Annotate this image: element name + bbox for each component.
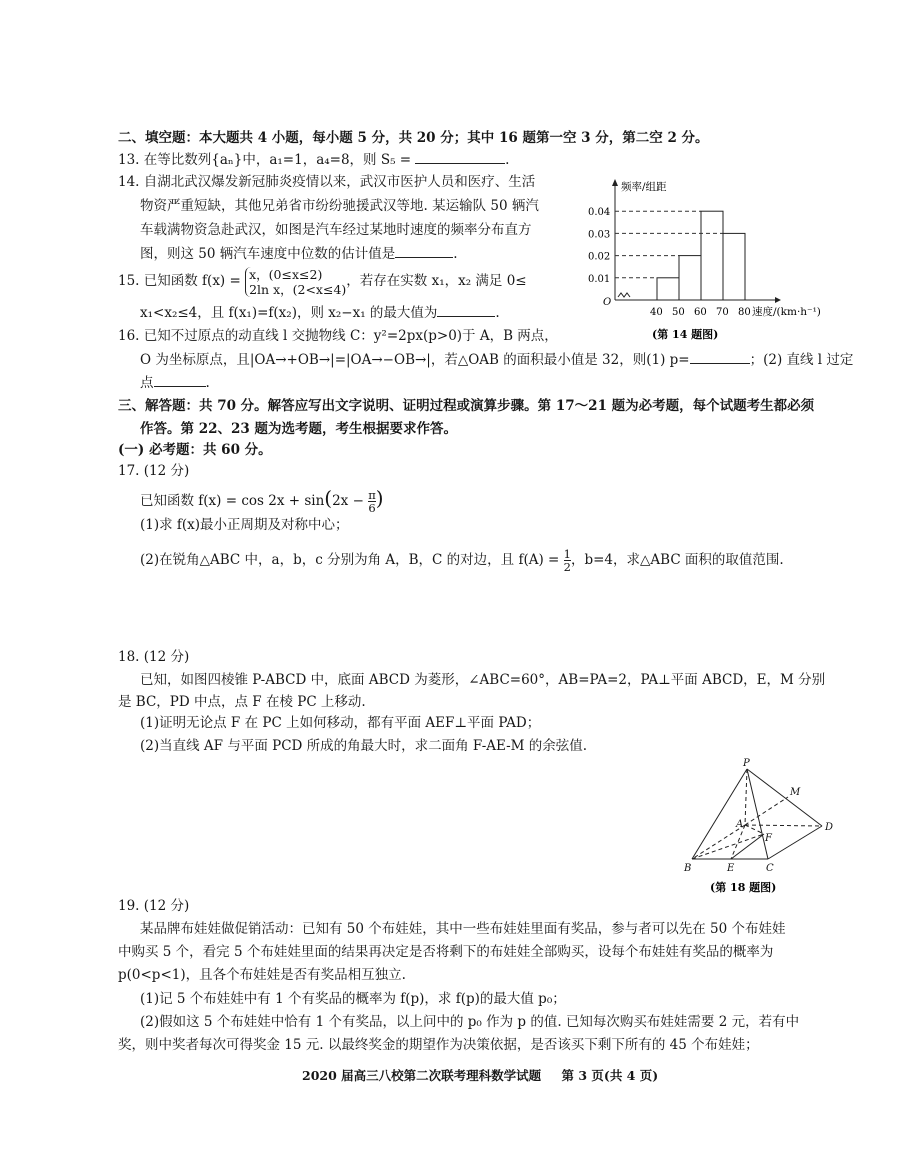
q14-line1: 14. 自湖北武汉爆发新冠肺炎疫情以来，武汉市医护人员和医疗、生活 [118, 174, 536, 190]
x-tick-label: 60 [694, 307, 707, 318]
histogram-bar [701, 211, 723, 300]
q17-part2 [140, 546, 784, 574]
q17-fraction [368, 489, 376, 514]
q15-case2: 2ln x，(2<x≤4) [249, 281, 347, 297]
q16-text-2: ；(2) 直线 l 过定 [749, 352, 854, 368]
q17-stem [140, 484, 384, 515]
q17-part2-fraction [564, 548, 571, 573]
vertex-label-m: M [790, 787, 801, 798]
vertex-label-c: C [766, 863, 774, 874]
histogram-bar [679, 256, 701, 300]
q17-paren-open: ( [324, 486, 333, 510]
origin-label: O [603, 297, 612, 308]
q17-p2-num: 1 [563, 547, 571, 561]
chart-caption: (第 14 题图) [652, 328, 719, 341]
q15-text: x₁<x₂≤4，且 f(x₁)=f(x₂)，则 x₂−x₁ 的最大值为 [140, 305, 438, 321]
q15-case1: x，(0≤x≤2) [249, 266, 323, 282]
q18-part2: (2)当直线 AF 与平面 PCD 所成的角最大时，求二面角 F-AE-M 的余弦值. [140, 738, 588, 754]
q18-part1: (1)证明无论点 F 在 PC 上如何移动，都有平面 AEF⊥平面 PAD； [140, 715, 541, 731]
q17-frac-den: 6 [368, 501, 376, 515]
q17-part2-text-2: ，b=4，求△ABC 面积的取值范围. [570, 552, 784, 568]
q19-line3: p(0<p<1)，且各个布娃娃是否有奖品相互独立. [118, 967, 406, 983]
q17-part1: (1)求 f(x)最小正周期及对称中心； [140, 517, 349, 533]
q16-answer-blank-2[interactable] [154, 372, 206, 387]
x-tick-label: 40 [650, 307, 663, 318]
x-tick-label: 70 [716, 307, 729, 318]
x-tick-label: 50 [672, 307, 685, 318]
q18-figure-caption: (第 18 题图) [710, 881, 777, 894]
q16-text: O 为坐标原点，且|OA→+OB→|=|OA→−OB→|，若△OAB 的面积最小值是 32，则(1) p= [140, 352, 690, 368]
y-tick-label: 0.01 [588, 273, 611, 285]
q13-text: 13. 在等比数列{aₙ}中，a₁=1，a₄=8，则 S₅ = [118, 152, 412, 168]
q17-paren-close: ) [375, 486, 384, 510]
question-13: 13. 在等比数列{aₙ}中，a₁=1，a₄=8，则 S₅ = . [118, 149, 509, 170]
q18-title: 18. (12 分) [118, 649, 190, 665]
q17-part2-text: (2)在锐角△ABC 中，a，b，c 分别为角 A，B，C 的对边，且 f(A) = [140, 552, 560, 568]
q14-line2: 物资严重短缺，其他兄弟省市纷纷驰援武汉等地. 某运输队 50 辆汽 [140, 198, 539, 214]
q19-title: 19. (12 分) [118, 898, 190, 914]
q18-line2: 是 BC，PD 中点，点 F 在棱 PC 上移动. [118, 694, 366, 710]
q14-line4: 图，则这 50 辆汽车速度中位数的估计值是 . [140, 243, 458, 264]
y-tick-label: 0.04 [588, 207, 611, 219]
q16-text-3: 点 [140, 375, 154, 391]
axis-break-icon [618, 293, 630, 297]
vertex-label-e: E [727, 863, 735, 874]
q16-line1: 16. 已知不过原点的动直线 l 交抛物线 C：y²=2px(p>0)于 A，B 两点， [118, 328, 558, 344]
x-axis-arrow-icon [775, 297, 781, 303]
q19-line2: 中购买 5 个，看完 5 个布娃娃里面的结果再决定是否将剩下的布娃娃全部购买，设每个布娃娃有奖品的概率为 [118, 944, 774, 960]
q19-line1: 某品牌布娃娃做促销活动：已知有 50 个布娃娃，其中一些布娃娃里面有奖品，参与者可以先在 50 个布娃娃 [140, 921, 786, 937]
y-axis-arrow-icon [612, 179, 618, 186]
section2-header: 二、填空题：本大题共 4 小题，每小题 5 分，共 20 分；其中 16 题第一空 3 分，第二空 2 分。 [118, 130, 709, 146]
y-tick-label: 0.02 [588, 251, 611, 263]
q17-frac-num: π [368, 488, 376, 502]
vertex-label-f: F [765, 833, 772, 844]
q17-stem-inner: 2x − [332, 493, 364, 509]
footer-title: 2020 届高三八校第二次联考理科数学试题 [302, 1068, 542, 1083]
page-footer [302, 1066, 658, 1086]
footer-page-number: 第 3 页(共 4 页) [561, 1068, 659, 1083]
q19-part1: (1)记 5 个布娃娃中有 1 个有奖品的概率为 f(p)，求 f(p)的最大值 p₀； [140, 991, 566, 1007]
section3-header-2: 作答。第 22、23 题为选考题，考生根据要求作答。 [140, 421, 457, 437]
q14-line3: 车载满物资急赴武汉，如图是汽车经过某地时速度的频率分布直方 [140, 222, 532, 238]
q19-part2-line2: 奖，则中奖者每次可得奖金 15 元. 以最终奖金的期望作为决策依据，是否该买下剩下所有的 45 个布娃娃； [118, 1037, 759, 1053]
q14-histogram [0, 0, 900, 360]
histogram-bar [723, 233, 745, 300]
x-tick-label: 80 [738, 307, 751, 318]
q17-title: 17. (12 分) [118, 463, 190, 479]
section3-header-1: 三、解答题：共 70 分。解答应写出文字说明、证明过程或演算步骤。第 17～21 题为必考题，每个试题考生都必须 [118, 398, 815, 414]
vertex-label-b: B [684, 863, 692, 874]
q19-part2-line1: (2)假如这 5 个布娃娃中恰有 1 个有奖品，以上问中的 p₀ 作为 p 的值. 已知每次购买布娃娃需要 2 元，若有中 [140, 1014, 800, 1030]
q17-p2-den: 2 [563, 560, 571, 574]
y-tick-label: 0.03 [588, 229, 611, 241]
section3-part1: (一) 必考题：共 60 分。 [118, 442, 272, 458]
vertex-label-p: P [743, 758, 750, 769]
vertex-label-d: D [825, 822, 834, 833]
vertex-label-a: A [736, 819, 744, 830]
q15-prefix: 15. 已知函数 f(x) = [118, 273, 241, 289]
q14-text: 图，则这 50 辆汽车速度中位数的估计值是 [140, 246, 396, 262]
histogram-bar [657, 278, 679, 300]
q15-line2: x₁<x₂≤4，且 f(x₁)=f(x₂)，则 x₂−x₁ 的最大值为 . [140, 302, 500, 323]
y-axis-label: 频率/组距 [621, 181, 667, 193]
q18-line1: 已知，如图四棱锥 P-ABCD 中，底面 ABCD 为菱形，∠ABC=60°，AB=PA=2，PA⊥平面 ABCD，E，M 分别 [140, 672, 826, 688]
q16-line3: 点 . [140, 372, 210, 393]
q15-suffix: ，若存在实数 x₁，x₂ 满足 0≤ [346, 273, 527, 289]
q18-pyramid-figure [670, 755, 850, 900]
x-axis-label: 速度/(km·h⁻¹) [752, 306, 821, 318]
q17-stem-text: 已知函数 f(x) = cos 2x + sin [140, 493, 325, 509]
